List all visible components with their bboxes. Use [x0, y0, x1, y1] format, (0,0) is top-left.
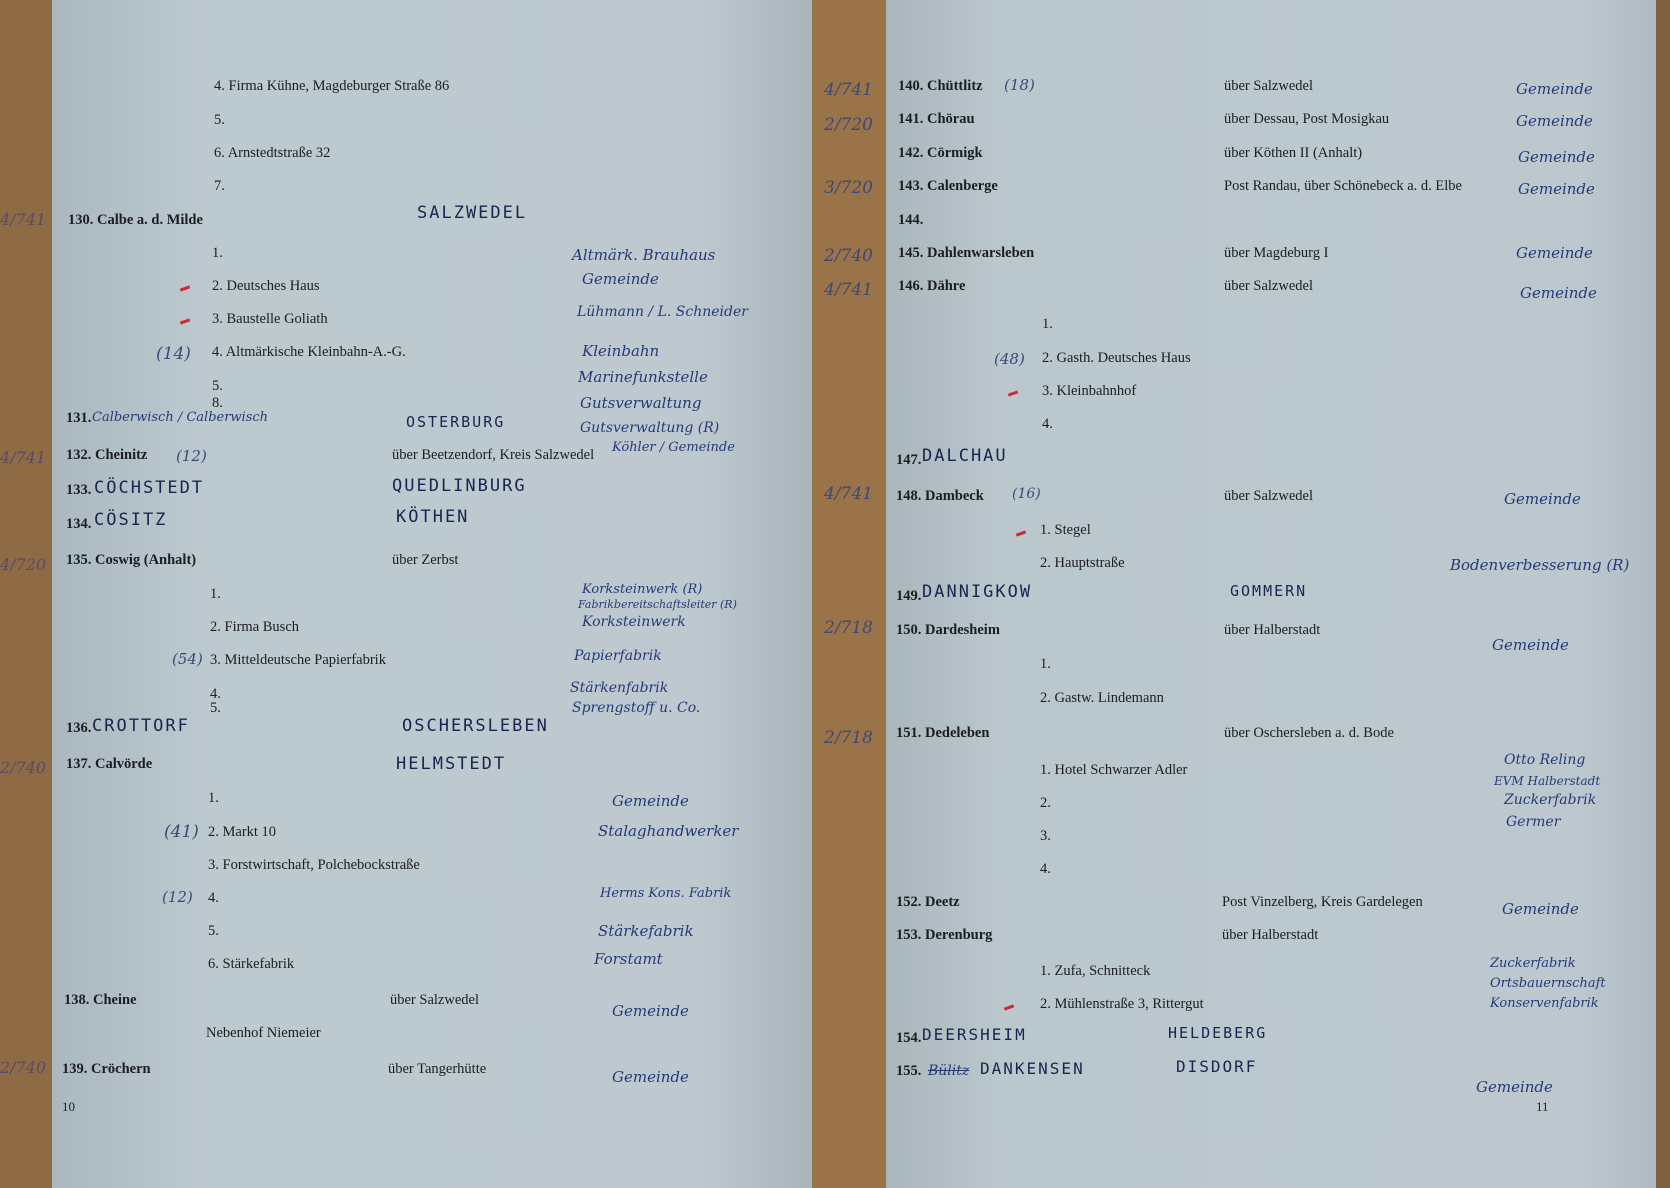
left-page — [52, 0, 812, 1188]
handwritten-note: Konservenfabrik — [1490, 996, 1599, 1011]
handwritten-note: Zuckerfabrik — [1490, 956, 1576, 971]
red-tick-mark — [1016, 530, 1026, 536]
handwritten-note: Zuckerfabrik — [1504, 792, 1597, 808]
margin-code: 2/720 — [824, 115, 873, 135]
handwritten-note: Germer — [1506, 814, 1561, 830]
entry-sub: 4. — [1042, 416, 1053, 432]
handwritten-note: Gemeinde — [1516, 80, 1593, 98]
entry-sub: 4. Altmärkische Kleinbahn-A.-G. — [212, 344, 406, 360]
entry-heading: 142. Cörmigk — [898, 145, 983, 161]
margin-number: (16) — [1012, 486, 1041, 502]
post-info: über Salzwedel — [1224, 78, 1313, 94]
handwritten-district: KÖTHEN — [396, 507, 470, 527]
entry-heading: 136. — [66, 720, 92, 736]
entry-sub: 2. Mühlenstraße 3, Rittergut — [1040, 996, 1204, 1012]
handwritten-note: Korksteinwerk — [582, 614, 686, 630]
post-info: über Zerbst — [392, 552, 459, 568]
entry-heading: 133. — [66, 482, 92, 498]
entry-sub: 3. Kleinbahnhof — [1042, 383, 1137, 399]
margin-code: 4/741 — [824, 280, 873, 300]
margin-number: (12) — [162, 888, 193, 906]
handwritten-note: Stalaghandwerker — [598, 822, 739, 840]
right-binding-strip — [1656, 0, 1670, 1188]
entry-sub: 2. Gastw. Lindemann — [1040, 690, 1164, 706]
margin-code: 4/720 — [0, 555, 47, 574]
handwritten-note: Kleinbahn — [582, 342, 660, 360]
handwritten-place: CÖCHSTEDT — [94, 478, 205, 498]
entry-sub: 4. — [210, 686, 221, 702]
entry-sub: 1. — [212, 245, 223, 261]
handwritten-district: GOMMERN — [1230, 582, 1308, 600]
entry-heading: 139. Cröchern — [62, 1061, 151, 1077]
handwritten-district: HELMSTEDT — [396, 754, 507, 774]
handwritten-note: Korksteinwerk (R) — [582, 582, 703, 597]
margin-code: 4/741 — [824, 484, 873, 504]
handwritten-name: Calberwisch / Calberwisch — [92, 410, 269, 425]
handwritten-note: Marinefunkstelle — [578, 368, 708, 386]
handwritten-note: Forstamt — [594, 950, 663, 968]
handwritten-district: HELDEBERG — [1168, 1024, 1268, 1042]
margin-code: 4/741 — [0, 210, 47, 229]
margin-number: (48) — [994, 350, 1025, 368]
entry-line: 5. — [214, 112, 225, 128]
handwritten-district: QUEDLINBURG — [392, 476, 527, 496]
entry-heading: 141. Chörau — [898, 111, 975, 127]
handwritten-note: Ortsbauernschaft — [1490, 976, 1606, 991]
entry-heading: 147. — [896, 452, 922, 468]
entry-sub: 1. Stegel — [1040, 522, 1091, 538]
post-info: über Dessau, Post Mosigkau — [1224, 111, 1390, 127]
handwritten-note: Otto Reling — [1504, 752, 1586, 768]
entry-heading: 135. Coswig (Anhalt) — [66, 552, 197, 568]
handwritten-place: DANKENSEN — [980, 1059, 1085, 1078]
entry-heading: 132. Cheinitz — [66, 447, 148, 463]
entry-sub: 2. Hauptstraße — [1040, 555, 1125, 571]
entry-sub: 2. Deutsches Haus — [212, 278, 320, 294]
handwritten-note: Gemeinde — [612, 1002, 689, 1020]
entry-sub: 2. Gasth. Deutsches Haus — [1042, 350, 1191, 366]
entry-heading: 144. — [898, 212, 924, 228]
post-info: über Salzwedel — [1224, 278, 1313, 294]
entry-heading: 149. — [896, 588, 922, 604]
margin-code: 4/741 — [824, 80, 873, 100]
margin-code: 2/740 — [0, 1058, 47, 1077]
handwritten-note: Stärkefabrik — [598, 922, 694, 940]
page-number: 10 — [62, 1099, 75, 1114]
handwritten-note: Köhler / Gemeinde — [612, 440, 735, 455]
entry-heading: 150. Dardesheim — [896, 622, 1000, 638]
handwritten-place: DANNIGKOW — [922, 582, 1033, 602]
entry-heading: 153. Derenburg — [896, 927, 993, 943]
entry-heading: 131. — [66, 410, 92, 426]
handwritten-note: Gemeinde — [1504, 490, 1581, 508]
handwritten-note: Papierfabrik — [574, 648, 662, 664]
entry-sub: 4. — [208, 890, 219, 906]
handwritten-district: DISDORF — [1176, 1057, 1258, 1076]
entry-sub: 8. — [212, 395, 223, 411]
entry-heading: 145. Dahlenwarsleben — [898, 245, 1035, 261]
entry-sub: 2. Markt 10 — [208, 824, 277, 840]
post-info: über Halberstadt — [1222, 927, 1319, 943]
margin-code: 2/740 — [0, 758, 47, 777]
entry-sub: Nebenhof Niemeier — [206, 1025, 321, 1041]
handwritten-note: Altmärk. Brauhaus — [572, 246, 716, 264]
entry-heading: 137. Calvörde — [66, 756, 153, 772]
entry-line: 7. — [214, 178, 225, 194]
handwritten-note: Gutsverwaltung (R) — [580, 420, 720, 436]
entry-sub: 4. — [1040, 861, 1051, 877]
entry-sub: 1. — [1042, 316, 1053, 332]
handwritten-note: Gemeinde — [1516, 244, 1593, 262]
handwritten-note: Gemeinde — [612, 792, 689, 810]
entry-heading: 140. Chüttlitz — [898, 78, 983, 94]
post-info: Post Vinzelberg, Kreis Gardelegen — [1222, 894, 1423, 910]
handwritten-note: Gemeinde — [1476, 1078, 1553, 1096]
handwritten-district: OSCHERSLEBEN — [402, 716, 549, 736]
entry-sub: 6. Stärkefabrik — [208, 956, 295, 972]
margin-number: (18) — [1004, 76, 1035, 94]
margin-number: (12) — [176, 447, 207, 465]
entry-heading: 130. Calbe a. d. Milde — [68, 212, 203, 228]
handwritten-note: Gemeinde — [1492, 636, 1569, 654]
entry-line: 4. Firma Kühne, Magdeburger Straße 86 — [214, 78, 450, 94]
handwritten-note: Bodenverbesserung (R) — [1450, 556, 1630, 574]
red-tick-mark — [180, 285, 190, 291]
entry-sub: 3. Baustelle Goliath — [212, 311, 328, 327]
post-info: über Beetzendorf, Kreis Salzwedel — [392, 447, 595, 463]
margin-number: (41) — [164, 822, 199, 842]
handwritten-note: Stärkenfabrik — [570, 680, 669, 696]
post-info: über Salzwedel — [1224, 488, 1313, 504]
post-info: über Oschersleben a. d. Bode — [1224, 725, 1394, 741]
entry-sub: 3. Forstwirtschaft, Polchebockstraße — [208, 857, 420, 873]
post-info: über Halberstadt — [1224, 622, 1321, 638]
entry-sub: 3. — [1040, 828, 1051, 844]
entry-sub: 5. — [212, 378, 223, 394]
handwritten-note: Gemeinde — [1502, 900, 1579, 918]
handwritten-note: Gemeinde — [612, 1068, 689, 1086]
entry-heading: 143. Calenberge — [898, 178, 998, 194]
handwritten-note: Gutsverwaltung — [580, 394, 702, 412]
entry-heading: 152. Deetz — [896, 894, 960, 910]
entry-sub: 1. Zufa, Schnitteck — [1040, 963, 1151, 979]
handwritten-note: Gemeinde — [582, 270, 659, 288]
entry-sub: 5. — [208, 923, 219, 939]
entry-heading: 134. — [66, 516, 92, 532]
entry-heading: 146. Dähre — [898, 278, 966, 294]
margin-code: 2/740 — [824, 246, 873, 266]
left-binding-strip — [0, 0, 52, 1188]
red-tick-mark — [1008, 390, 1018, 396]
handwritten-note: Gemeinde — [1518, 148, 1595, 166]
handwritten-place: DALCHAU — [922, 446, 1008, 466]
entry-heading: 155. — [896, 1063, 922, 1079]
entry-heading: 138. Cheine — [64, 992, 137, 1008]
handwritten-note: Gemeinde — [1520, 284, 1597, 302]
struck-out-name: Bülitz — [928, 1063, 970, 1079]
margin-code: 2/718 — [824, 618, 873, 638]
handwritten-note: Gemeinde — [1516, 112, 1593, 130]
margin-code: 3/720 — [824, 178, 873, 198]
red-tick-mark — [180, 318, 190, 324]
handwritten-place: CÖSITZ — [94, 510, 168, 530]
post-info: über Tangerhütte — [388, 1061, 487, 1077]
entry-sub: 5. — [210, 700, 221, 716]
handwritten-district: SALZWEDEL — [417, 203, 528, 223]
handwritten-note: Gemeinde — [1518, 180, 1595, 198]
entry-sub: 1. Hotel Schwarzer Adler — [1040, 762, 1188, 778]
entry-sub: 1. — [208, 790, 219, 806]
entry-sub: 2. — [1040, 795, 1051, 811]
entry-sub: 1. — [1040, 656, 1051, 672]
handwritten-note: Fabrikbereitschaftsleiter (R) — [578, 598, 737, 611]
handwritten-note: Lühmann / L. Schneider — [577, 304, 748, 320]
page-number: 11 — [1536, 1099, 1549, 1114]
entry-heading: 154. — [896, 1030, 922, 1046]
entry-line: 6. Arnstedtstraße 32 — [214, 145, 331, 161]
post-info: Post Randau, über Schönebeck a. d. Elbe — [1224, 178, 1462, 194]
right-page — [886, 0, 1656, 1188]
entry-heading: 148. Dambeck — [896, 488, 984, 504]
handwritten-place: CROTTORF — [92, 716, 190, 736]
post-info: über Salzwedel — [390, 992, 479, 1008]
red-tick-mark — [1004, 1004, 1014, 1010]
margin-number: (14) — [156, 344, 191, 364]
handwritten-note: Herms Kons. Fabrik — [600, 886, 732, 901]
handwritten-district: OSTERBURG — [406, 413, 506, 431]
margin-code: 4/741 — [0, 448, 47, 467]
entry-sub: 2. Firma Busch — [210, 619, 300, 635]
entry-heading: 151. Dedeleben — [896, 725, 990, 741]
margin-code: 2/718 — [824, 728, 873, 748]
margin-number: (54) — [172, 650, 203, 668]
entry-sub: 3. Mitteldeutsche Papierfabrik — [210, 652, 386, 668]
handwritten-note: Sprengstoff u. Co. — [572, 700, 701, 716]
post-info: über Köthen II (Anhalt) — [1224, 145, 1363, 161]
handwritten-note: EVM Halberstadt — [1494, 774, 1601, 788]
post-info: über Magdeburg I — [1224, 245, 1329, 261]
entry-sub: 1. — [210, 586, 221, 602]
handwritten-place: DEERSHEIM — [922, 1025, 1027, 1044]
